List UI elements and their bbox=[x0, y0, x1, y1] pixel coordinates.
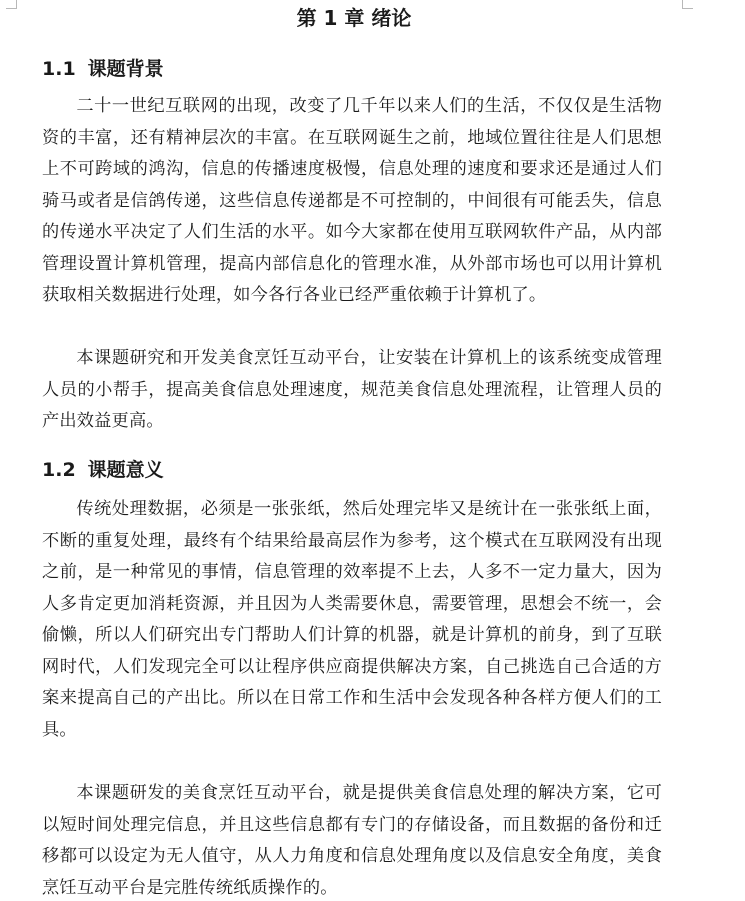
paragraph-background-2: 本课题研究和开发美食烹饪互动平台，让安装在计算机上的该系统变成管理人员的小帮手，提高美食信息处理速度，规范美食信息处理流程，让管理人员的产出效益更高。 bbox=[42, 348, 662, 431]
paragraph-background-1: 二十一世纪互联网的出现，改变了几千年以来人们的生活，不仅仅是生活物资的丰富，还有精神层次的丰富。在互联网诞生之前，地域位置往往是人们思想上不可跨域的鸿沟，信息的传播速度极慢，信息处理的速度和要求还是通过人们骑马或者是信鸽传递，这些信息传递都是不可控制的，中间很有可能丢失，信息的传递水平决定了人们生活的水平。如今大家都在使用互联网软件产品，从内部管理设置计算机管理，提高内部信息化的管理水准，从外部市场也可以用计算机获取相关数据进行处理，如今各行各业已经严重依赖于计算机了。 bbox=[42, 96, 662, 305]
section-number: 1.2 bbox=[42, 459, 76, 481]
paragraph-significance-1: 传统处理数据，必须是一张张纸，然后处理完毕又是统计在一张张纸上面，不断的重复处理，最终有个结果给最高层作为参考，这个模式在互联网没有出现之前，是一种常见的事情，信息管理的效率提不上去，人多不一定力量大，因为人多肯定更加消耗资源，并且因为人类需要休息，需要管理，思想会不统一，会偷懒，所以人们研究出专门帮助人们计算的机器，就是计算机的前身，到了互联网时代，人们发现完全可以让程序供应商提供解决方案，自己挑选自己合适的方案来提高自己的产出比。所以在日常工作和生活中会发现各种各样方便人们的工具。 bbox=[42, 499, 662, 740]
paragraph-significance-2: 本课题研发的美食烹饪互动平台，就是提供美食信息处理的解决方案，它可以短时间处理完信息，并且这些信息都有专门的存储设备，而且数据的备份和迁移都可以设定为无人值守，从人力角度和信息处理角度以及信息安全角度，美食烹饪互动平台是完胜传统纸质操作的。 bbox=[42, 783, 662, 898]
section-title: 课题意义 bbox=[87, 459, 164, 481]
section-title: 课题背景 bbox=[87, 58, 164, 80]
chapter-title: 第 1 章 绪论 bbox=[296, 6, 412, 30]
section-heading-1-2 bbox=[42, 457, 164, 483]
section-number: 1.1 bbox=[42, 58, 76, 80]
section-heading-1-1 bbox=[42, 56, 164, 82]
